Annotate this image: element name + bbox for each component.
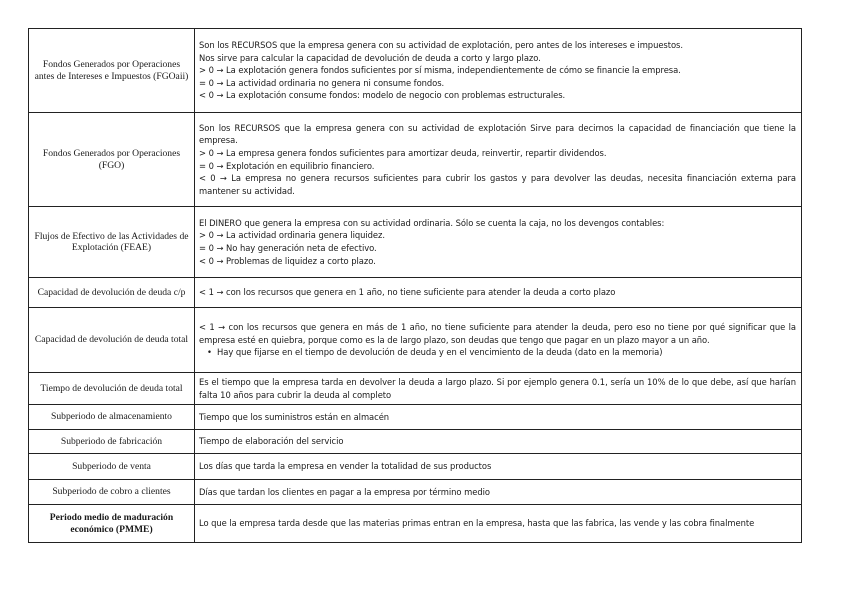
term-cell: Periodo medio de maduración económico (PMME)	[29, 505, 195, 543]
definition-line: El DINERO que genera la empresa con su actividad ordinaria. Sólo se cuenta la caja, no los devengos contables:	[199, 217, 665, 228]
definition-line: < 0 → La empresa no genera recursos suficientes para cubrir los gastos y para devolver las deudas, necesita financiación externa para mantener su actividad.	[199, 173, 796, 196]
document-page	[28, 28, 802, 543]
table-row	[29, 29, 802, 113]
definition-line: Los días que tarda la empresa en vender la totalidad de sus productos	[199, 461, 492, 472]
definition-line: Nos sirve para calcular la capacidad de devolución de deuda a corto y largo plazo.	[199, 52, 541, 63]
term-cell: Capacidad de devolución de deuda total	[29, 308, 195, 373]
bullet-icon: •	[207, 347, 212, 358]
table-row	[29, 480, 802, 505]
table-row	[29, 405, 802, 430]
definition-line: < 1 → con los recursos que genera en más de 1 año, no tiene suficiente para atender la deuda, pero eso no tiene por qué significar que la empresa esté en quiebra, porque como es la de largo plazo, son deudas que tengo que pagar en un plazo mayor a un año.	[199, 322, 796, 345]
definition-line: < 0 → La explotación consume fondos: modelo de negocio con problemas estructurales.	[199, 90, 566, 101]
table-row	[29, 207, 802, 278]
definition-line: Tiempo de elaboración del servicio	[199, 436, 344, 447]
definition-line: Lo que la empresa tarda desde que las materias primas entran en la empresa, hasta que las fabrica, las vende y las cobra finalmente	[199, 518, 755, 529]
definition-cell	[195, 113, 802, 207]
definition-line: = 0 → No hay generación neta de efectivo.	[199, 243, 377, 253]
definition-line: < 0 → Problemas de liquidez a corto plazo.	[199, 255, 376, 266]
definition-cell	[195, 505, 802, 543]
term-cell: Fondos Generados por Operaciones (FGO)	[29, 113, 195, 207]
definition-cell	[195, 405, 802, 430]
table-row	[29, 113, 802, 207]
definition-cell	[195, 480, 802, 505]
definitions-table	[28, 28, 802, 543]
term-cell: Subperiodo de fabricación	[29, 430, 195, 454]
table-row	[29, 308, 802, 373]
definition-line: Son los RECURSOS que la empresa genera con su actividad de explotación Sirve para decirnos la capacidad de financiación que tiene la empresa.	[199, 122, 796, 146]
definition-cell	[195, 29, 802, 113]
definition-cell	[195, 454, 802, 480]
definition-cell	[195, 308, 802, 373]
definition-cell	[195, 278, 802, 308]
term-cell: Subperiodo de almacenamiento	[29, 405, 195, 430]
definition-line: = 0 → La actividad ordinaria no genera ni consume fondos.	[199, 77, 445, 88]
definition-cell	[195, 430, 802, 454]
bullet-item	[199, 346, 796, 359]
bullet-text: Hay que fijarse en el tiempo de devolución de deuda y en el vencimiento de la deuda (dato en la memoria)	[217, 347, 663, 358]
term-cell: Subperiodo de cobro a clientes	[29, 480, 195, 505]
definition-line: Días que tardan los clientes en pagar a la empresa por término medio	[199, 486, 490, 497]
definition-line: Tiempo que los suministros están en almacén	[199, 411, 390, 422]
term-cell: Capacidad de devolución de deuda c/p	[29, 278, 195, 308]
term-cell: Tiempo de devolución de deuda total	[29, 373, 195, 405]
definition-line: Son los RECURSOS que la empresa genera con su actividad de explotación, pero antes de los intereses e impuestos.	[199, 40, 683, 51]
definition-line: > 0 → La explotación genera fondos suficientes por sí misma, independientemente de cómo se financie la empresa.	[199, 65, 681, 76]
table-row	[29, 373, 802, 405]
definition-cell	[195, 373, 802, 405]
table-row	[29, 430, 802, 454]
table-row	[29, 505, 802, 543]
term-cell: Fondos Generados por Operaciones antes de Intereses e Impuestos (FGOaii)	[29, 29, 195, 113]
definition-line: Es el tiempo que la empresa tarda en devolver la deuda a largo plazo. Si por ejemplo genera 0.1, sería un 10% de lo que debe, así que harían falta 10 años para cubrir la deuda al completo	[199, 377, 796, 400]
definition-line: > 0 → La empresa genera fondos suficientes para amortizar deuda, reinvertir, repartir dividendos.	[199, 147, 607, 158]
definition-line: < 1 → con los recursos que genera en 1 año, no tiene suficiente para atender la deuda a corto plazo	[199, 287, 616, 298]
definition-line: > 0 → La actividad ordinaria genera liquidez.	[199, 230, 385, 241]
definition-cell	[195, 207, 802, 278]
term-cell: Flujos de Efectivo de las Actividades de Explotación (FEAE)	[29, 207, 195, 278]
definition-line: = 0 → Explotación en equilibrio financiero.	[199, 160, 375, 171]
table-row	[29, 454, 802, 480]
term-cell: Subperiodo de venta	[29, 454, 195, 480]
table-row	[29, 278, 802, 308]
